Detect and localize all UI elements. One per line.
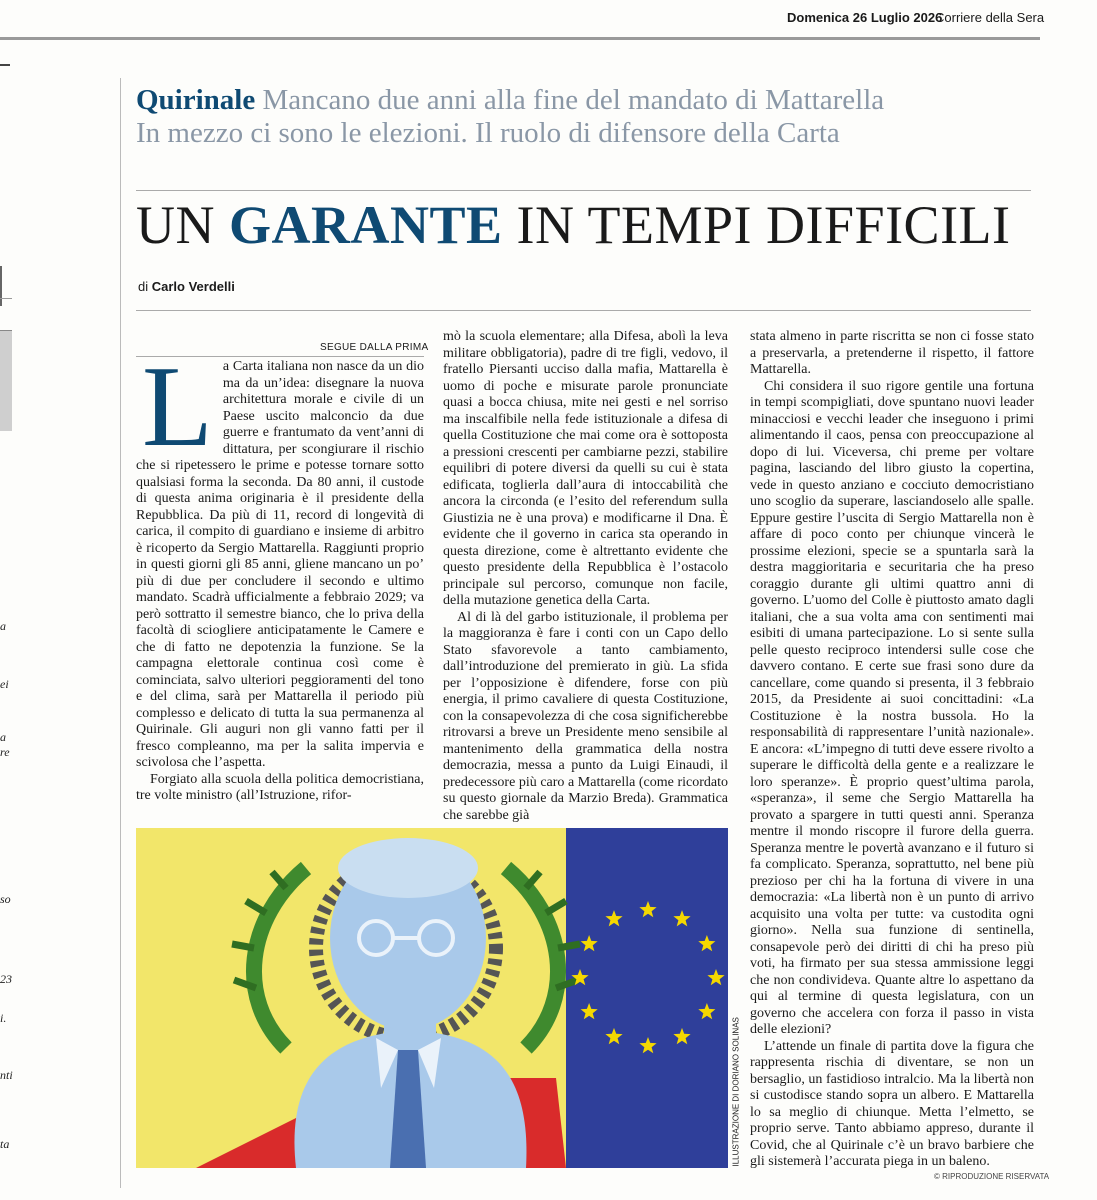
kicker-line-2: In mezzo ci sono le elezioni. Il ruolo di difensore della Carta — [136, 117, 840, 149]
issue-date: Domenica 26 Luglio 2026 — [787, 10, 943, 25]
illustration-credit — [730, 1017, 742, 1168]
adjacent-page-strip — [0, 40, 12, 1200]
adjacent-text-fragment: a — [0, 730, 6, 744]
paragraph: stata almeno in parte riscritta se non ci fosse stato a preservarla, a pretenderne il rispetto, il fattore Mattarella. — [750, 329, 1034, 377]
illustration-artwork — [136, 828, 728, 1168]
byline — [138, 279, 235, 294]
adjacent-text-fragment: re — [0, 745, 10, 759]
byline-prefix: di — [138, 279, 149, 294]
header-rule — [0, 37, 1040, 40]
byline-author: Carlo Verdelli — [151, 279, 235, 294]
kicker — [136, 84, 1036, 150]
copyright-notice: © RIPRODUZIONE RISERVATA — [934, 1172, 1050, 1181]
adjacent-page-mark — [0, 64, 10, 196]
adjacent-text-fragment: i. — [0, 1011, 7, 1025]
paragraph: mò la scuola elementare; alla Difesa, abolì la leva militare obbligatoria), padre di tre figli, vedovo, il fratello Piersanti ucciso dalla mafia, Mattarella è uomo di poche e misurate parole pronunciate quasi a bocca chiusa, mite nei gesti e nel sorriso ma inscalfibile nella fede istituzionale a difesa di quella Costituzione che mai come ora è sottoposta a pressioni crescenti per cambiarne pezzi, stabilire equilibri di potere diversi da quelli su cui è stata edificata, toglierla dall’aura di intoccabilità che ancora la circonda (e l’esito del referendum sulla Giustizia ne è una prova) e modificarne il Dna. È evidente che il governo in carica sta operando in questa direzione, come è altrettanto evidente che questo presidente della Repubblica è l’ostacolo principale sul percorso, comunque non facile, della mutazione genetica della Carta. — [443, 329, 728, 608]
column-divider — [120, 78, 121, 1188]
article-column-3 — [750, 329, 1034, 1171]
adjacent-text-fragment: 23 — [0, 972, 12, 986]
paragraph: Al di là del garbo istituzionale, il problema per la maggioranza è fare i conti con un Capo dello Stato sfavorevole a tanto cambiamento, dall’introduzione del premierato in giù. La sfida per l’opposizione è difendere, forse con più energia, il primo cavaliere di questa Costituzione, con la consapevolezza di che cosa significherebbe ritrovarsi a breve un Presidente meno sensibile al mantenimento della grammatica della nostra democrazia, messa a punto da Luigi Einaudi, il predecessore più caro a Mattarella (come ricordato su questo giornale da Marzio Breda). Grammatica che sarebbe già — [443, 609, 728, 823]
byline-rule — [136, 310, 1031, 311]
adjacent-page-photo — [0, 330, 12, 431]
adjacent-page-rule — [0, 298, 12, 299]
illustration-credit-text: ILLUSTRAZIONE DI DORIANO SOLINAS — [731, 1017, 741, 1167]
paragraph: Forgiato alla scuola della politica democristiana, tre volte ministro (all’Istruzione, rifor- — [136, 771, 424, 803]
headline-rule — [136, 190, 1031, 191]
adjacent-text-fragment: so — [0, 892, 11, 906]
adjacent-page-mark — [0, 266, 14, 306]
headline — [136, 194, 1011, 256]
kicker-line-1: Mancano due anni alla fine del mandato di Mattarella — [262, 84, 885, 116]
paragraph: L’attende un finale di partita dove la figura che rappresenta rischia di diventare, se non un bersaglio, un fastidioso intralcio. Ma la libertà non si custodisce stando sopra un albero. E Mattarella lo sa meglio di chiunque. Metta l’elmetto, se proprio serve. Tanto abbiamo appreso, durante il Covid, che al Quirinale c’è un bravo barbiere che gli sistemerà l’accurata piega in un baleno. — [750, 1038, 1034, 1169]
adjacent-text-fragment: ei — [0, 677, 9, 691]
kicker-keyword: Quirinale — [136, 84, 256, 116]
dropcap: L — [142, 343, 213, 471]
headline-accent: GARANTE — [229, 195, 503, 255]
segue-label: SEGUE DALLA PRIMA — [320, 342, 429, 353]
article-column-2 — [443, 329, 728, 824]
newspaper-name: Corriere della Sera — [935, 10, 1045, 25]
headline-part-1: UN — [136, 195, 215, 255]
eu-flag — [566, 828, 728, 1168]
illustration — [136, 828, 728, 1168]
adjacent-text-fragment: ta — [0, 1137, 10, 1151]
adjacent-text-fragment: a — [0, 619, 6, 633]
adjacent-text-fragment: nti — [0, 1068, 13, 1082]
paragraph: Chi considera il suo rigore gentile una fortuna in tempi scompigliati, dove spuntano nuovi leader minacciosi e vecchi leader che inseguono i primi alimentando il caos, pensa con preoccupazione al dopo di lui. Viceversa, chi preme per voltare pagina, lasciando del libro giusto la copertina, vede in questo anziano e cocciuto democristiano uno scoglio da superare, lasciandoselo alle spalle. Eppure gestire l’uscita di Sergio Mattarella non è affare di poco conto per chiunque vincerà le prossime elezioni, specie se a spuntarla sarà la destra maggioritaria e securitaria che ha preso coraggio durante gli ultimi quattro anni di governo. L’uomo del Colle è piuttosto amato dagli italiani, che a sua volta ama con sentimenti mai esibiti di umana partecipazione. Lo si sente sulla pelle questo reciproco intendersi sulle cose che davvero contano. E certe sue frasi sono dure da cancellare, come quando si presenta, il 3 febbraio 2015, da Presidente ai suoi concittadini: «La Costituzione è la nostra bussola. Ho la responsabilità di rappresentare l’unità nazionale». E ancora: «L’impegno di tutti deve essere rivolto a superare le difficoltà della gente e a realizzare le loro speranze». È proprio quest’ultima parola, «speranza», il seme che Sergio Mattarella ha provato a spargere in tutti questi anni. Speranza mentre il mondo riscopre il furore della guerra. Speranza mentre le povertà avanzano e il futuro si fa complicato. Speranza, soprattutto, nel bene più prezioso per chi ha la fortuna di vivere in una democrazia: «La libertà non è un punto di arrivo acquisito una volta per tutte: va custodita ogni giorno». Nella sua funzione di sentinella, consapevole però dei diritti di chi ha preso più voti, ha firmato per sua stessa ammissione leggi che non condivideva. Quante altre lo aspettano da qui al termine di questa legislatura, con un governo che accelera con forza il passo in vista delle elezioni? — [750, 378, 1034, 1037]
headline-part-2: IN TEMPI DIFFICILI — [516, 195, 1011, 255]
paragraph: a Carta italiana non nasce da un dio ma da un’idea: disegnare la nuova architettura morale e civile di un Paese uscito malconcio da due guerre e frantumato da vent’anni di dittatura, per scongiurare il rischio che si ripetessero le prime e potesse tornare sotto qualsiasi forma la seconda. Da 80 anni, il custode di questa anima originaria è il presidente della Repubblica. Da più di 11, record di longevità di carica, il compito di guardiano e insieme di arbitro è ricoperto da Sergio Mattarella. Raggiunti proprio in questi giorni gli 85 anni, gliene mancano un po’ più di due per concludere il secondo e ultimo mandato. Scadrà ufficialmente a febbraio 2029; va però sottratto il semestre bianco, che lo priva della facoltà di sciogliere anticipatamente le Camere e che di fatto ne depotenzia la funzione. Se la campagna elettorale continua così come è cominciata, salvo ulteriori peggioramenti del tono e del clima, sarà per Mattarella il periodo più complesso e delicato di tutta la sua permanenza al Quirinale. Gli auguri non gli vanno fatti per il fresco compleanno, ma per la salita impervia e scivolosa che l’aspetta. — [136, 359, 424, 770]
